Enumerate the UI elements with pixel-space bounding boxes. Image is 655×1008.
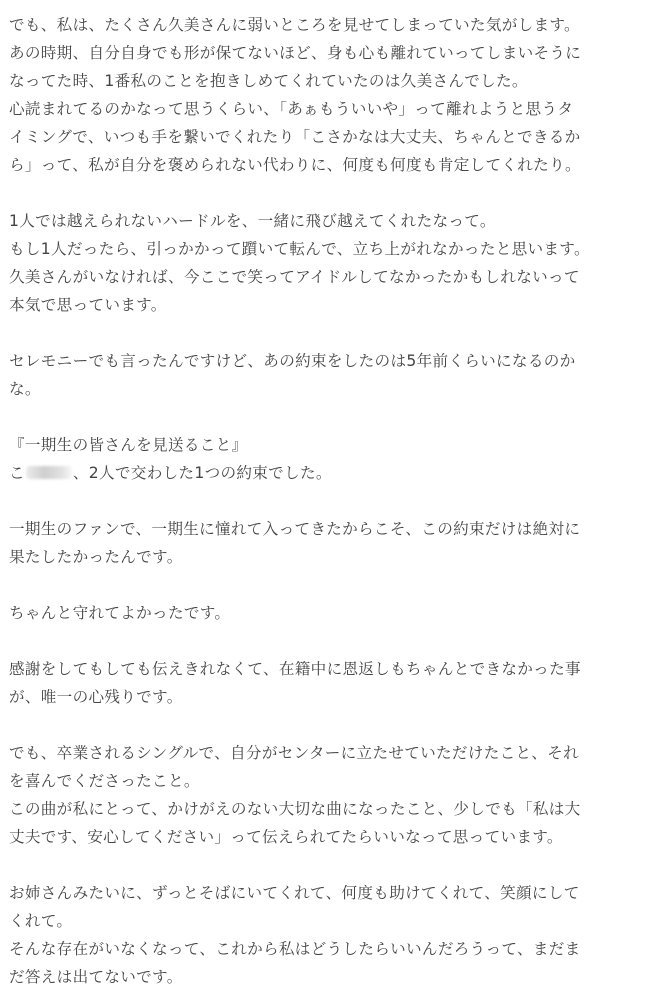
paragraph <box>9 879 655 991</box>
text-line: ら」って、私が自分を褒められない代わりに、何度も何度も肯定してくれたり。 <box>9 156 581 174</box>
text-line: そんな存在がいなくなって、これから私はどうしたらいいんだろうって、まだま <box>9 940 581 958</box>
text-line: 久美さんがいなければ、今ここで笑ってアイドルしてなかったかもしれないって <box>9 268 580 286</box>
paragraph <box>9 599 655 627</box>
text-line: な。 <box>9 380 41 398</box>
text-line: 1人では越えられないハードルを、一緒に飛び越えてくれたなって。 <box>9 212 496 230</box>
text-line: が、唯一の心残りです。 <box>9 688 183 706</box>
text-line: を喜んでくださったこと。 <box>9 772 200 790</box>
paragraph <box>9 207 655 319</box>
text-line: あの時期、自分自身でも形が保てないほど、身も心も離れていってしまいそうに <box>9 44 582 62</box>
text-line: 一期生のファンで、一期生に憧れて入ってきたからこそ、この約束だけは絶対に <box>9 520 581 538</box>
text-line: くれて。 <box>9 912 73 930</box>
paragraph <box>9 347 655 403</box>
paragraph <box>9 515 655 571</box>
text-line: だ答えは出てないです。 <box>9 968 183 986</box>
blurred-name-mask <box>26 466 72 479</box>
text-line: 『一期生の皆さんを見送ること』 <box>9 436 248 454</box>
text-line: 感謝をしてもしても伝えきれなくて、在籍中に恩返しもちゃんとできなかった事 <box>9 660 581 678</box>
text-line: 丈夫です、安心してください」って伝えられてたらいいなって思っています。 <box>9 828 563 846</box>
text-line: なってた時、1番私のことを抱きしめてくれていたのは久美さんでした。 <box>9 72 528 90</box>
text-line: でも、卒業されるシングルで、自分がセンターに立たせていただけたこと、それ <box>9 744 580 762</box>
text-line: でも、私は、たくさん久美さんに弱いところを見せてしまっていた気がします。 <box>9 16 580 34</box>
text-line-with-blur <box>9 459 655 487</box>
paragraph <box>9 11 655 179</box>
text-line: 本気で思っています。 <box>9 296 167 314</box>
text-line: お姉さんみたいに、ずっとそばにいてくれて、何度も助けてくれて、笑顔にして <box>9 884 580 902</box>
paragraph <box>9 431 655 487</box>
paragraph <box>9 739 655 851</box>
text-line: セレモニーでも言ったんですけど、あの約束をしたのは5年前くらいになるのか <box>9 352 576 370</box>
text-fragment: 、2人で交わした1つの約束でした。 <box>72 464 332 482</box>
text-line: もし1人だったら、引っかかって躓いて転んで、立ち上がれなかったと思います。 <box>9 240 590 258</box>
text-line: この曲が私にとって、かけがえのない大切な曲になったこと、少しでも「私は大 <box>9 800 581 818</box>
text-line: 心読まれてるのかなって思うくらい、「あぁもういいや」って離れようと思うタ <box>9 100 574 118</box>
text-line: ちゃんと守れてよかったです。 <box>9 604 231 622</box>
text-fragment: こ <box>9 464 25 482</box>
text-line: イミングで、いつも手を繋いでくれたり「こさかなは大丈夫、ちゃんとできるか <box>9 128 581 146</box>
paragraph <box>9 655 655 711</box>
text-line: 果たしたかったんです。 <box>9 548 183 566</box>
